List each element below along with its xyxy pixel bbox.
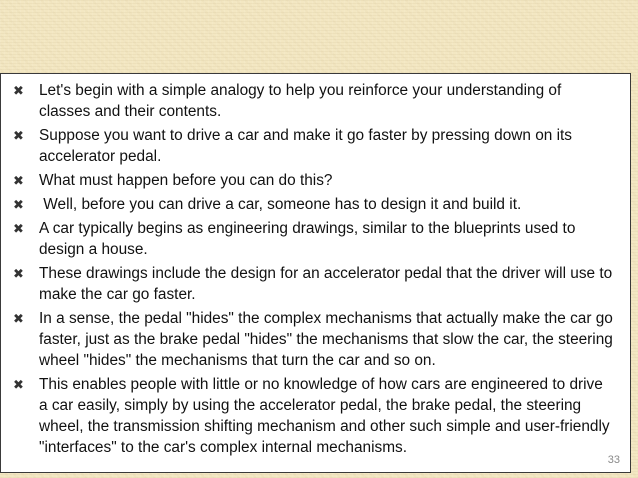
slide-content-frame <box>0 73 631 473</box>
bullet-text: Let's begin with a simple analogy to help you reinforce your understanding of classes and their contents. <box>39 82 562 120</box>
x-mark-bullet-icon: ✖ <box>13 197 24 212</box>
x-mark-bullet-icon: ✖ <box>13 173 24 188</box>
x-mark-bullet-icon: ✖ <box>13 266 24 281</box>
bullet-text: Suppose you want to drive a car and make it go faster by pressing down on its accelerator pedal. <box>39 127 572 165</box>
x-mark-bullet-icon: ✖ <box>13 377 24 392</box>
bullet-item <box>13 263 613 305</box>
bullet-text: What must happen before you can do this? <box>39 172 333 189</box>
bullet-item <box>13 218 613 260</box>
x-mark-bullet-icon: ✖ <box>13 311 24 326</box>
bullet-list <box>13 80 613 461</box>
x-mark-bullet-icon: ✖ <box>13 128 24 143</box>
bullet-text: A car typically begins as engineering drawings, similar to the blueprints used to design a house. <box>39 220 576 258</box>
bullet-item <box>13 374 613 458</box>
bullet-text: In a sense, the pedal "hides" the complex mechanisms that actually make the car go faster, just as the brake pedal "hides" the mechanisms that slow the car, the steering wheel "hides" the mechanisms that turn the car and so on. <box>39 310 613 369</box>
page-number: 33 <box>607 454 620 466</box>
x-mark-bullet-icon: ✖ <box>13 221 24 236</box>
bullet-text: These drawings include the design for an accelerator pedal that the driver will use to make the car go faster. <box>39 265 613 303</box>
x-mark-bullet-icon: ✖ <box>13 83 24 98</box>
bullet-text: Well, before you can drive a car, someone has to design it and build it. <box>39 196 522 213</box>
bullet-item <box>13 308 613 371</box>
bullet-text: This enables people with little or no knowledge of how cars are engineered to drive a car easily, simply by using the accelerator pedal, the brake pedal, the steering wheel, the transmission shifting mechanism and other such simple and user-friendly "interfaces" to the car's complex internal mechanisms. <box>39 376 610 456</box>
bullet-item <box>13 194 613 215</box>
bullet-item <box>13 80 613 122</box>
bullet-item <box>13 125 613 167</box>
bullet-item <box>13 170 613 191</box>
